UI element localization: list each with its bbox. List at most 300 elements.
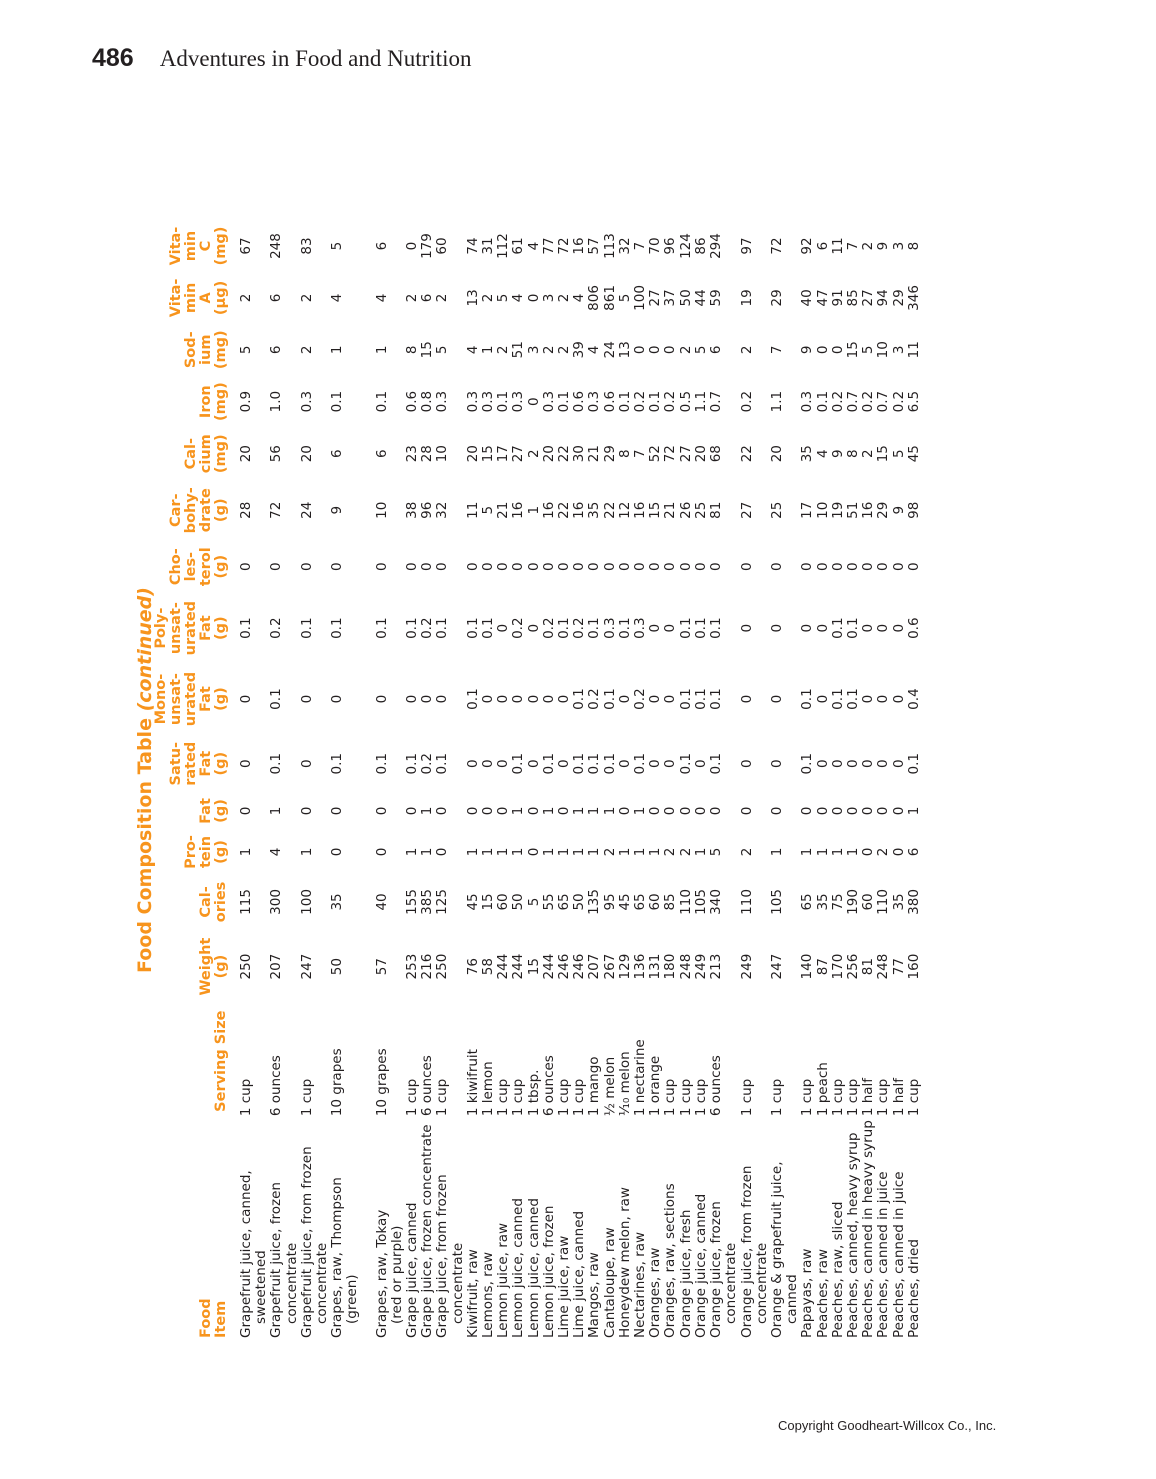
value-cell: 380 [905,889,922,915]
value-cell: 2 [677,847,694,857]
value-cell: 6 [419,293,436,303]
value-cell: 0 [298,694,315,704]
value-cell: 0.2 [540,617,557,639]
value-cell: 20 [238,445,254,463]
table-row [633,220,648,1340]
food-item-cell: Lemon juice, raw [495,1222,512,1338]
value-cell: 9 [875,241,892,251]
value-cell: 0 [464,562,481,571]
column-header: Fat (g) [198,798,229,824]
value-cell: 861 [601,285,618,311]
value-cell: 28 [419,445,436,463]
value-cell: 3 [540,293,557,303]
value-cell: 0.1 [404,617,421,639]
value-cell: 0.7 [844,390,861,413]
value-cell: 340 [708,889,725,915]
serving-size-cell: 1 cup [434,1078,451,1117]
value-cell: 0 [860,562,877,571]
value-cell: 0 [799,806,816,816]
value-cell: 0.3 [540,390,557,413]
value-cell: 38 [404,501,421,519]
value-cell: 8 [844,449,861,458]
value-cell: 5 [708,847,725,857]
value-cell: 85 [662,893,679,911]
table-row [511,220,526,1340]
value-cell: 0 [768,562,785,571]
value-cell: 0 [540,694,557,704]
value-cell: 21 [495,501,512,519]
serving-size-cell: 1 cup [768,1078,785,1117]
value-cell: 0 [829,562,846,571]
value-cell: 24 [601,341,618,359]
value-cell: 0.1 [571,688,588,710]
value-cell: 87 [814,958,831,976]
value-cell: 4 [268,847,285,857]
table-row [481,220,496,1340]
value-cell: 0 [814,806,831,816]
serving-size-cell: 1 mango [586,1056,603,1117]
value-cell: 47 [814,289,831,307]
value-cell: 0 [875,562,892,571]
value-cell: 1 [540,806,557,816]
value-cell: 0 [768,623,785,633]
value-cell: 15 [844,341,861,359]
serving-size-cell: 6 ounces [540,1055,557,1117]
value-cell: 250 [434,953,451,980]
value-cell: 9 [829,449,846,458]
food-item-cell: Kiwifruit, raw [464,1249,481,1338]
value-cell: 0.7 [708,390,725,413]
value-cell: 8 [616,449,633,458]
value-cell: 0.4 [905,688,922,710]
value-cell: 5 [238,345,254,355]
value-cell: 0.1 [829,617,846,639]
value-cell: 0 [298,562,315,571]
food-item-cell: Peaches, canned in heavy syrup [860,1120,877,1338]
value-cell: 0.1 [677,688,694,710]
value-cell: 3 [525,345,542,355]
value-cell: 0 [238,759,254,769]
value-cell: 0.6 [571,390,588,413]
table-row [648,220,663,1340]
value-cell: 1 [616,847,633,857]
serving-size-cell: 6 ounces [419,1055,436,1117]
table-row [496,220,511,1340]
food-item-cell: Lemon juice, frozen [540,1205,557,1338]
value-cell: 0.9 [238,390,254,413]
value-cell: 0 [525,623,542,633]
value-cell: 58 [480,958,497,976]
value-cell: 19 [738,289,755,307]
value-cell: 246 [556,953,573,980]
value-cell: 250 [238,953,254,980]
value-cell: 16 [571,237,588,255]
food-item-cell: Mangos, raw [586,1252,603,1338]
value-cell: 0 [875,806,892,816]
food-item-cell: Grapes, raw, Thompson (green) [329,1177,361,1338]
value-cell: 15 [875,445,892,463]
value-cell: 0.7 [875,390,892,413]
value-cell: 0 [768,694,785,704]
value-cell: 94 [875,289,892,307]
value-cell: 0.3 [464,390,481,413]
value-cell: 213 [708,953,725,980]
table-row [527,220,542,1340]
value-cell: 0 [373,562,390,571]
value-cell: 9 [329,505,346,515]
value-cell: 32 [434,501,451,519]
value-cell: 0 [373,694,390,704]
column-header: Weight (g) [198,937,229,996]
value-cell: 0.1 [677,617,694,639]
value-cell: 27 [647,289,664,307]
value-cell: 4 [464,345,481,355]
value-cell: 0.3 [434,390,451,413]
value-cell: 207 [586,953,603,980]
value-cell: 0 [495,759,512,769]
serving-size-cell: 1 cup [905,1078,922,1117]
value-cell: 0.2 [662,390,679,413]
value-cell: 216 [419,953,436,980]
value-cell: 1 [799,847,816,857]
value-cell: 0 [616,694,633,704]
value-cell: 4 [510,293,527,303]
table-row [663,220,678,1340]
value-cell: 26 [677,501,694,519]
value-cell: 0 [298,759,315,769]
value-cell: 6 [373,449,390,458]
value-cell: 72 [268,501,285,519]
value-cell: 1.0 [268,390,285,413]
value-cell: 2 [525,449,542,458]
value-cell: 249 [692,953,709,980]
value-cell: 294 [708,233,725,259]
value-cell: 35 [329,893,346,911]
value-cell: 0 [647,759,664,769]
value-cell: 0.1 [616,617,633,639]
serving-size-cell: 1 cup [571,1078,588,1117]
value-cell: 124 [677,233,694,259]
value-cell: 0 [875,623,892,633]
value-cell: 11 [905,341,922,359]
value-cell: 0.1 [434,752,451,775]
table-row [420,220,435,1340]
column-header: Cho- les- terol (g) [168,547,229,587]
value-cell: 21 [586,445,603,463]
table-row [709,220,739,1340]
value-cell: 0 [419,694,436,704]
value-cell: 0.1 [814,390,831,413]
value-cell: 97 [738,237,755,255]
value-cell: 2 [875,847,892,857]
value-cell: 35 [814,893,831,911]
table-row [907,220,922,1340]
value-cell: 6 [905,847,922,857]
value-cell: 1 [238,847,254,857]
value-cell: 0 [662,759,679,769]
value-cell: 0 [829,345,846,355]
value-cell: 1 [571,806,588,816]
value-cell: 2 [556,293,573,303]
value-cell: 0 [495,562,512,571]
value-cell: 207 [268,953,285,980]
value-cell: 5 [860,345,877,355]
value-cell: 0 [556,562,573,571]
value-cell: 0 [480,759,497,769]
value-cell: 0 [525,562,542,571]
value-cell: 72 [768,237,785,255]
value-cell: 0 [768,759,785,769]
food-item-cell: Peaches, canned in juice [890,1171,907,1338]
value-cell: 1 [464,847,481,857]
value-cell: 1 [692,847,709,857]
table-row [800,220,815,1340]
value-cell: 1 [556,847,573,857]
value-cell: 17 [799,501,816,519]
value-cell: 57 [373,958,390,976]
value-cell: 10 [434,445,451,463]
value-cell: 1 [632,847,649,857]
value-cell: 1 [647,847,664,857]
value-cell: 170 [829,953,846,980]
value-cell: 0 [495,623,512,633]
value-cell: 2 [860,449,877,458]
value-cell: 72 [556,237,573,255]
value-cell: 0 [890,806,907,816]
value-cell: 135 [586,889,603,915]
value-cell: 22 [601,501,618,519]
value-cell: 7 [768,345,785,355]
value-cell: 0.3 [510,390,527,413]
value-cell: 0.1 [708,688,725,710]
value-cell: 96 [419,501,436,519]
table-row [846,220,861,1340]
value-cell: 8 [404,345,421,355]
food-item-cell: Grapefruit juice, frozen concentrate [268,1182,300,1338]
value-cell: 0.2 [890,390,907,413]
value-cell: 44 [692,289,709,307]
table-row [816,220,831,1340]
value-cell: 2 [495,345,512,355]
column-header: Satu- rated Fat (g) [168,741,229,786]
value-cell: 0.5 [677,390,694,413]
value-cell: 0.1 [692,688,709,710]
value-cell: 0 [738,759,755,769]
value-cell: 0 [814,759,831,769]
value-cell: 0 [510,562,527,571]
serving-size-cell: 1 orange [647,1055,664,1117]
value-cell: 83 [298,237,315,255]
value-cell: 0 [632,562,649,571]
value-cell: 0.1 [480,617,497,639]
value-cell: 1 [510,806,527,816]
food-item-cell: Peaches, canned, heavy syrup [844,1132,861,1338]
value-cell: 20 [464,445,481,463]
value-cell: 0 [890,847,907,857]
value-cell: 246 [571,953,588,980]
food-item-cell: Grape juice, from frozen concentrate [434,1174,466,1338]
value-cell: 51 [844,501,861,519]
value-cell: 256 [844,953,861,980]
food-item-cell: Peaches, raw, sliced [829,1201,846,1338]
value-cell: 50 [329,958,346,976]
value-cell: 0 [829,759,846,769]
value-cell: 2 [480,293,497,303]
value-cell: 0 [844,759,861,769]
value-cell: 1 [844,847,861,857]
table-row [330,220,360,1340]
value-cell: 0 [647,694,664,704]
value-cell: 77 [890,958,907,976]
value-cell: 5 [329,241,346,251]
value-cell: 2 [298,345,315,355]
serving-size-cell: 1 cup [844,1078,861,1117]
value-cell: 5 [495,293,512,303]
value-cell: 0 [662,623,679,633]
value-cell: 247 [768,953,785,980]
value-cell: 0.6 [905,617,922,639]
value-cell: 129 [616,953,633,980]
serving-size-cell: 1 half [890,1077,907,1117]
table-row [405,220,420,1340]
value-cell: 1 [495,847,512,857]
value-cell: 248 [875,953,892,980]
serving-size-cell: 1 peach [814,1062,831,1117]
value-cell: 74 [464,237,481,255]
value-cell: 0 [495,694,512,704]
value-cell: 6 [268,345,285,355]
value-cell: 248 [268,233,285,259]
value-cell: 1 [480,345,497,355]
value-cell: 0 [708,806,725,816]
value-cell: 0.1 [844,617,861,639]
food-item-cell: Grapefruit juice, from frozen concentrate [298,1146,331,1338]
value-cell: 76 [464,958,481,976]
value-cell: 1.1 [692,390,709,413]
serving-size-cell: 1 tbsp. [525,1069,542,1117]
value-cell: 0 [480,694,497,704]
value-cell: 0 [525,847,542,857]
value-cell: 0 [556,694,573,704]
value-cell: 2 [404,293,421,303]
value-cell: 385 [419,889,436,915]
value-cell: 806 [586,285,603,311]
value-cell: 244 [540,953,557,980]
food-item-cell: Lime juice, raw [556,1235,573,1338]
table-row [269,220,299,1340]
value-cell: 7 [844,241,861,251]
value-cell: 10 [373,501,390,519]
column-header: Car- bohy- drate (g) [168,487,229,534]
value-cell: 0 [510,694,527,704]
value-cell: 0 [238,562,254,571]
value-cell: 0 [434,694,451,704]
value-cell: 81 [708,501,725,519]
value-cell: 86 [692,237,709,255]
value-cell: 1 [586,806,603,816]
value-cell: 0.1 [586,617,603,639]
food-item-cell: Grape juice, canned [404,1202,421,1338]
value-cell: 0 [268,562,285,571]
value-cell: 13 [464,289,481,307]
value-cell: 0.1 [556,390,573,413]
value-cell: 2 [738,345,755,355]
food-item-cell: Honeydew melon, raw [616,1187,633,1338]
value-cell: 60 [434,237,451,255]
serving-size-cell: 1 cup [662,1078,679,1117]
value-cell: 0.2 [632,390,649,413]
value-cell: 40 [373,893,390,911]
value-cell: 0 [434,562,451,571]
value-cell: 0 [844,562,861,571]
value-cell: 0 [525,397,542,406]
value-cell: 30 [571,445,588,463]
column-header: Mono- unsat- urated Fat (g) [153,671,229,727]
value-cell: 29 [601,445,618,463]
value-cell: 247 [298,953,315,980]
value-cell: 0.1 [799,752,816,775]
value-cell: 1 [419,806,436,816]
value-cell: 0 [525,293,542,303]
value-cell: 1 [373,345,390,355]
value-cell: 0.2 [738,390,755,413]
value-cell: 2 [540,345,557,355]
table-title: Food Composition Table (continued) [134,587,156,973]
value-cell: 0 [632,345,649,355]
value-cell: 20 [298,445,315,463]
value-cell: 25 [692,501,709,519]
value-cell: 0 [647,623,664,633]
value-cell: 1 [586,847,603,857]
food-item-cell: Grapes, raw, Tokay (red or purple) [373,1209,405,1338]
value-cell: 20 [540,445,557,463]
value-cell: 1 [510,847,527,857]
value-cell: 0.1 [540,752,557,775]
value-cell: 4 [571,293,588,303]
value-cell: 0.1 [510,752,527,775]
food-item-cell: Cantaloupe, raw [601,1227,618,1338]
value-cell: 1 [298,847,315,857]
value-cell: 0.1 [329,390,346,413]
value-cell: 45 [905,445,922,463]
value-cell: 0.2 [419,617,436,639]
value-cell: 1 [571,847,588,857]
value-cell: 4 [586,345,603,355]
value-cell: 45 [616,893,633,911]
value-cell: 3 [890,345,907,355]
value-cell: 17 [495,445,512,463]
value-cell: 85 [844,289,861,307]
value-cell: 0 [677,806,694,816]
column-header: Vita- min A (µg) [168,278,229,318]
value-cell: 65 [556,893,573,911]
value-cell: 0 [616,759,633,769]
value-cell: 2 [556,345,573,355]
value-cell: 0 [662,694,679,704]
value-cell: 27 [738,501,755,519]
value-cell: 20 [692,445,709,463]
value-cell: 110 [738,889,755,915]
value-cell: 0 [860,806,877,816]
value-cell: 113 [601,233,618,259]
value-cell: 9 [890,505,907,515]
value-cell: 0.1 [829,688,846,710]
value-cell: 179 [419,233,436,259]
value-cell: 0 [616,806,633,816]
value-cell: 16 [632,501,649,519]
value-cell: 7 [632,449,649,458]
value-cell: 0 [238,694,254,704]
